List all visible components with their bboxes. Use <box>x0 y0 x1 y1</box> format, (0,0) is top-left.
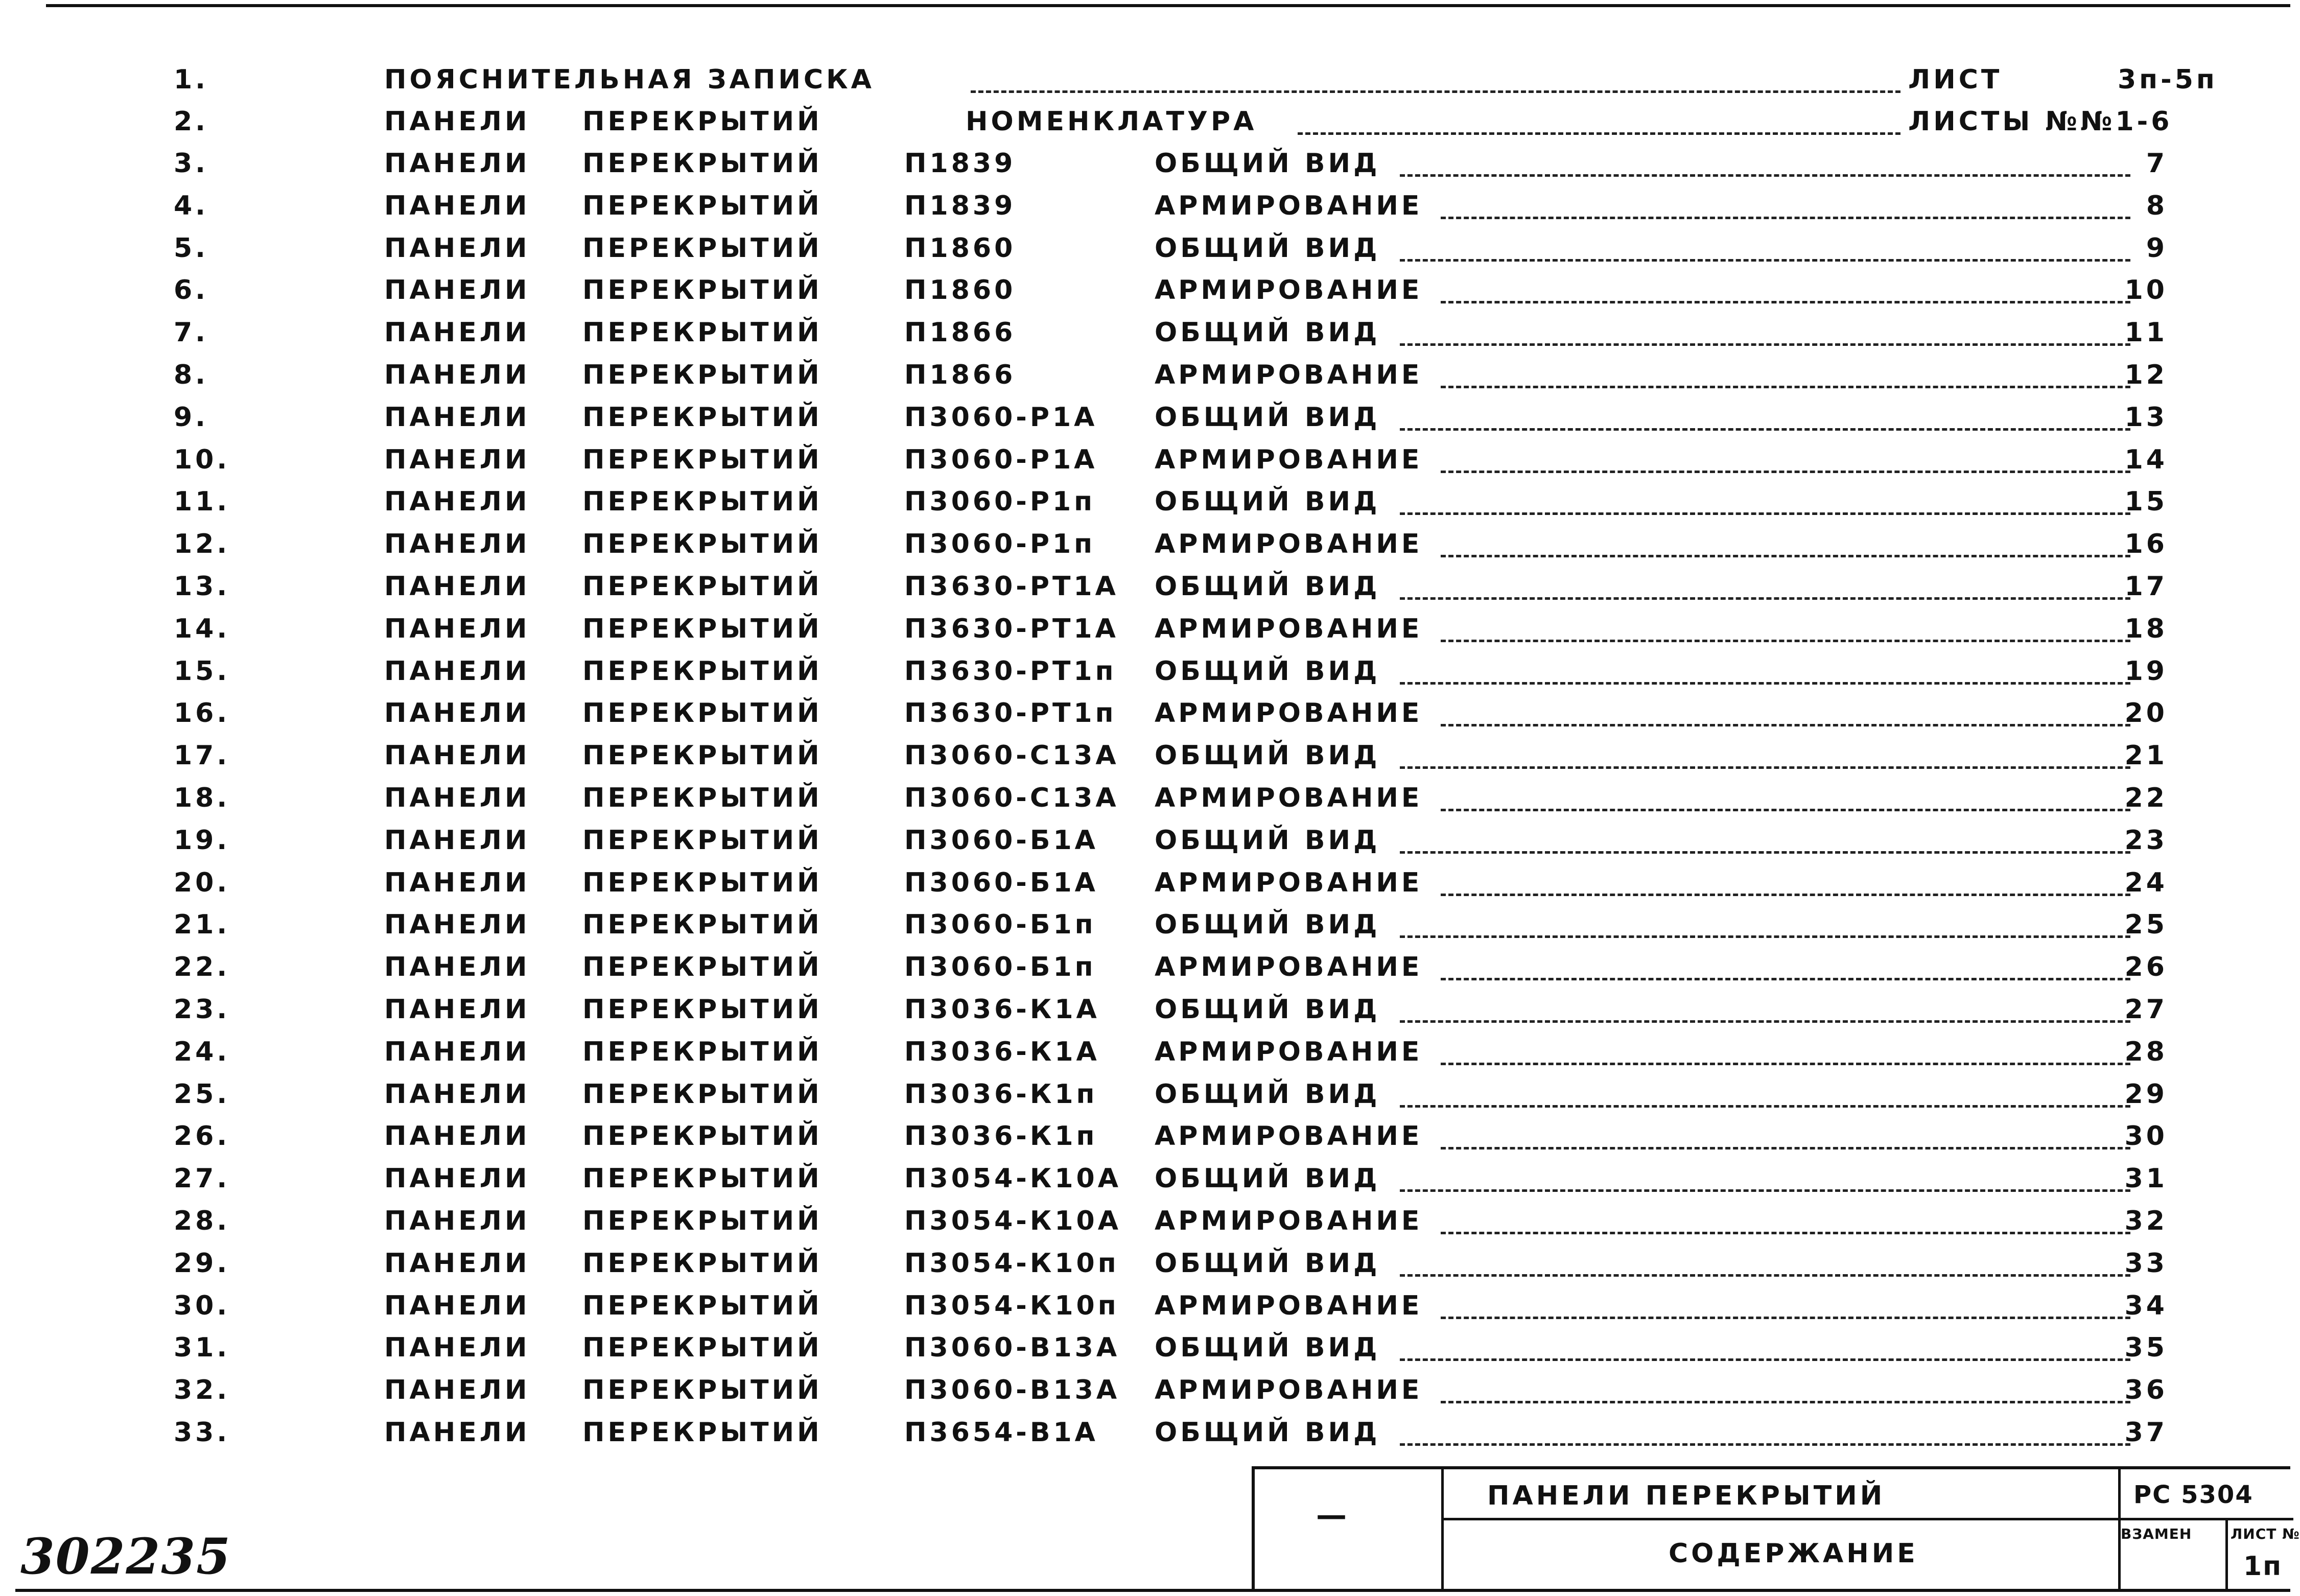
row-drawing-type: АРМИРОВАНИЕ <box>1155 1206 1423 1236</box>
row-drawing-type: АРМИРОВАНИЕ <box>1155 698 1423 729</box>
row-page: 28 <box>2124 1036 2168 1067</box>
row-col2: ПЕРЕКРЫТИЙ <box>582 1078 823 1110</box>
row-col1: ПАНЕЛИ <box>384 232 530 264</box>
toc-row-23 <box>0 989 2290 1030</box>
toc-row-33 <box>0 1412 2290 1453</box>
row-page: 13 <box>2124 402 2168 433</box>
row-panel-mark: П3630-РТ1А <box>904 571 1119 602</box>
row-page: 18 <box>2124 613 2168 644</box>
title-block <box>1252 1466 2300 1590</box>
toc-row-20 <box>0 862 2290 904</box>
row-panel-mark: П3060-Р1А <box>904 402 1098 433</box>
row-number: 25. <box>174 1078 230 1110</box>
row-col2: ПЕРЕКРЫТИЙ <box>582 1036 823 1067</box>
row-page: 7 <box>2146 148 2168 179</box>
row-number: 27. <box>174 1163 230 1194</box>
toc-row-2 <box>0 101 2290 143</box>
row-page: 11 <box>2124 317 2168 348</box>
row-number: 6. <box>174 275 208 306</box>
toc-row-30 <box>0 1285 2290 1327</box>
row-page: 35 <box>2124 1332 2168 1364</box>
leader-line <box>1400 935 2130 938</box>
row-number: 13. <box>174 571 230 602</box>
row-panel-mark: П3060-Б1п <box>904 909 1096 941</box>
leader-line <box>1400 597 2130 600</box>
row-drawing-type: АРМИРОВАНИЕ <box>1155 444 1423 475</box>
leader-line <box>1441 894 2130 896</box>
toc-row-29 <box>0 1242 2290 1284</box>
row-col1: ПАНЕЛИ <box>384 613 530 644</box>
toc-row-6 <box>0 269 2290 311</box>
toc-row-12 <box>0 523 2290 565</box>
row-number: 4. <box>174 190 208 221</box>
row-col2: ПЕРЕКРЫТИЙ <box>582 1375 823 1406</box>
leader-line <box>1400 174 2130 177</box>
row-number: 26. <box>174 1121 230 1152</box>
row-col2: ПЕРЕКРЫТИЙ <box>582 909 823 941</box>
row-col1: ПАНЕЛИ <box>384 486 530 518</box>
row-col1: ПАНЕЛИ <box>384 867 530 898</box>
row-col2: ПЕРЕКРЫТИЙ <box>582 698 823 729</box>
row-col2: ПЕРЕКРЫТИЙ <box>582 317 823 348</box>
toc-row-18 <box>0 777 2290 819</box>
row-number: 11. <box>174 486 230 518</box>
row-col2: ПЕРЕКРЫТИЙ <box>582 529 823 560</box>
row-drawing-type: ОБЩИЙ ВИД <box>1155 148 1380 179</box>
row-col2: ПЕРЕКРЫТИЙ <box>582 1206 823 1236</box>
row-col1: ПАНЕЛИ <box>384 275 530 306</box>
row-drawing-type: ОБЩИЙ ВИД <box>1155 909 1380 941</box>
leader-line <box>1441 555 2130 557</box>
leader-line <box>1441 301 2130 303</box>
row-col2: ПЕРЕКРЫТИЙ <box>582 571 823 602</box>
row-panel-mark: П1860 <box>904 275 1016 306</box>
row-drawing-type: АРМИРОВАНИЕ <box>1155 275 1423 306</box>
title-block-subtitle: СОДЕРЖАНИЕ <box>1669 1538 1918 1569</box>
leader-line <box>971 90 1900 93</box>
row-panel-mark: П3054-К10А <box>904 1206 1121 1236</box>
row-drawing-type: ОБЩИЙ ВИД <box>1155 402 1380 433</box>
row-col1: ПАНЕЛИ <box>384 1375 530 1406</box>
toc-row-10 <box>0 439 2290 481</box>
row-number: 28. <box>174 1206 230 1236</box>
row-number: 17. <box>174 740 230 771</box>
row-page: 26 <box>2124 952 2168 983</box>
row-col1: ПАНЕЛИ <box>384 825 530 856</box>
row-drawing-type: ОБЩИЙ ВИД <box>1155 1332 1380 1364</box>
row-drawing-type: ОБЩИЙ ВИД <box>1155 486 1380 518</box>
row-number: 9. <box>174 402 208 433</box>
row-col2: ПЕРЕКРЫТИЙ <box>582 783 823 813</box>
row-panel-mark: П3036-К1п <box>904 1078 1098 1110</box>
row-panel-mark: П3036-К1п <box>904 1121 1098 1152</box>
sheet-number-label: ЛИСТ № <box>2231 1525 2300 1542</box>
row-page: 14 <box>2124 444 2168 475</box>
row-number: 29. <box>174 1248 230 1279</box>
row-col1: ПАНЕЛИ <box>384 909 530 941</box>
row-col2: ПЕРЕКРЫТИЙ <box>582 402 823 433</box>
row-panel-mark: П1839 <box>904 148 1016 179</box>
row-drawing-type: ОБЩИЙ ВИД <box>1155 1078 1380 1110</box>
row-drawing-type: ОБЩИЙ ВИД <box>1155 317 1380 348</box>
row-drawing-type: АРМИРОВАНИЕ <box>1155 529 1423 560</box>
sheet-range: 3п-5п <box>2118 64 2218 95</box>
leader-line <box>1441 1232 2130 1234</box>
row-page: 17 <box>2124 571 2168 602</box>
title-block-left-mark: — <box>1316 1497 1350 1533</box>
row-drawing-type: ОБЩИЙ ВИД <box>1155 1163 1380 1194</box>
row-panel-mark: П1866 <box>904 317 1016 348</box>
row-page: 33 <box>2124 1248 2168 1279</box>
row-page: 31 <box>2124 1163 2168 1194</box>
leader-line <box>1441 978 2130 980</box>
toc-row-5 <box>0 227 2290 269</box>
toc-row-21 <box>0 904 2290 946</box>
title-block-name: ПАНЕЛИ ПЕРЕКРЫТИЙ <box>1487 1481 1886 1511</box>
toc-row-24 <box>0 1031 2290 1073</box>
row-panel-mark: П3630-РТ1п <box>904 698 1117 729</box>
toc-row-7 <box>0 312 2290 354</box>
row-panel-mark: П3054-К10А <box>904 1163 1121 1194</box>
row-page: 25 <box>2124 909 2168 941</box>
sheets-label: ЛИСТЫ №№1-6 <box>1908 106 2173 137</box>
row-page: 37 <box>2124 1417 2168 1448</box>
row-col2: ПЕРЕКРЫТИЙ <box>582 867 823 898</box>
leader-line <box>1441 809 2130 811</box>
row-number: 12. <box>174 529 230 560</box>
toc-row-3 <box>0 143 2290 184</box>
row-drawing-type: ОБЩИЙ ВИД <box>1155 1248 1380 1279</box>
row-page: 23 <box>2124 825 2168 856</box>
row-col2: ПЕРЕКРЫТИЙ <box>582 275 823 306</box>
row-page: 9 <box>2146 232 2168 264</box>
row-col2: ПЕРЕКРЫТИЙ <box>582 952 823 983</box>
row-number: 22. <box>174 952 230 983</box>
toc-row-16 <box>0 692 2290 734</box>
row-page: 19 <box>2124 655 2168 687</box>
row-page: 8 <box>2146 190 2168 221</box>
row-drawing-type: АРМИРОВАНИЕ <box>1155 952 1423 983</box>
row-col1: ПАНЕЛИ <box>384 529 530 560</box>
row-panel-mark: П3060-С13А <box>904 783 1119 813</box>
row-number: 1. <box>174 64 208 95</box>
replacement-label: ВЗАМЕН <box>2121 1525 2192 1542</box>
leader-line <box>1400 343 2130 346</box>
leader-line <box>1441 1063 2130 1065</box>
row-col1: ПАНЕЛИ <box>384 740 530 771</box>
row-panel-mark: П3060-Б1А <box>904 825 1098 856</box>
row-drawing-type: ОБЩИЙ ВИД <box>1155 571 1380 602</box>
row-panel-mark: П3060-В13А <box>904 1375 1120 1406</box>
row-number: 15. <box>174 655 230 687</box>
row-page: 20 <box>2124 698 2168 729</box>
row-drawing-type: АРМИРОВАНИЕ <box>1155 1290 1423 1321</box>
row-panel-mark: П3060-Р1А <box>904 444 1098 475</box>
row-col1: ПАНЕЛИ <box>384 317 530 348</box>
top-border-line <box>46 4 2290 7</box>
leader-line <box>1441 640 2130 642</box>
row-page: 29 <box>2124 1078 2168 1110</box>
row-page: 12 <box>2124 360 2168 390</box>
row-number: 14. <box>174 613 230 644</box>
sheet-label: ЛИСТ <box>1908 64 2003 95</box>
row-col2: ПЕРЕКРЫТИЙ <box>582 1121 823 1152</box>
row-page: 32 <box>2124 1206 2168 1236</box>
row-col2: ПЕРЕКРЫТИЙ <box>582 148 823 179</box>
leader-line <box>1441 386 2130 388</box>
row-col2: ПЕРЕКРЫТИЙ <box>582 1417 823 1448</box>
sheet-number: 1п <box>2243 1551 2283 1582</box>
row-page: 30 <box>2124 1121 2168 1152</box>
leader-line <box>1400 766 2130 769</box>
row-number: 19. <box>174 825 230 856</box>
row-number: 10. <box>174 444 230 475</box>
row-drawing-type: АРМИРОВАНИЕ <box>1155 1375 1423 1406</box>
row-col1: ПАНЕЛИ <box>384 1036 530 1067</box>
row-number: 16. <box>174 698 230 729</box>
row-panel-mark: П3630-РТ1А <box>904 613 1119 644</box>
toc-row-32 <box>0 1369 2290 1411</box>
row-col2: ПЕРЕКРЫТИЙ <box>582 190 823 221</box>
row-number: 5. <box>174 232 208 264</box>
row-drawing-type: АРМИРОВАНИЕ <box>1155 190 1423 221</box>
row-number: 2. <box>174 106 208 137</box>
leader-line <box>1400 259 2130 262</box>
row-col1: ПАНЕЛИ <box>384 106 530 137</box>
row-panel-mark: П3060-С13А <box>904 740 1119 771</box>
row-col1: ПАНЕЛИ <box>384 1206 530 1236</box>
document-code: РС 5304 <box>2133 1481 2254 1509</box>
row-number: 18. <box>174 783 230 813</box>
leader-line <box>1400 851 2130 854</box>
leader-line <box>1400 1105 2130 1108</box>
leader-line <box>1400 1020 2130 1023</box>
leader-line <box>1400 1274 2130 1277</box>
toc-row-4 <box>0 185 2290 227</box>
row-drawing-type: ОБЩИЙ ВИД <box>1155 825 1380 856</box>
row-number: 20. <box>174 867 230 898</box>
row-page: 34 <box>2124 1290 2168 1321</box>
bottom-border-line <box>15 1589 2290 1592</box>
row-col1: ПАНЕЛИ <box>384 444 530 475</box>
toc-row-27 <box>0 1158 2290 1200</box>
row-col1: ПАНЕЛИ <box>384 952 530 983</box>
leader-line <box>1400 682 2130 685</box>
row-number: 23. <box>174 994 230 1025</box>
row-number: 33. <box>174 1417 230 1448</box>
toc-row-28 <box>0 1200 2290 1242</box>
row-panel-mark: П3036-К1А <box>904 994 1100 1025</box>
row-panel-mark: П1839 <box>904 190 1016 221</box>
row-panel-mark: П3060-Р1п <box>904 529 1096 560</box>
toc-row-31 <box>0 1327 2290 1369</box>
row-drawing-type: ОБЩИЙ ВИД <box>1155 994 1380 1025</box>
row-number: 31. <box>174 1332 230 1364</box>
row-page: 22 <box>2124 783 2168 813</box>
row-drawing-type: ОБЩИЙ ВИД <box>1155 232 1380 264</box>
row-drawing-type: АРМИРОВАНИЕ <box>1155 867 1423 898</box>
row-title: ПОЯСНИТЕЛЬНАЯ ЗАПИСКА <box>384 64 875 95</box>
toc-row-14 <box>0 608 2290 650</box>
row-page: 24 <box>2124 867 2168 898</box>
row-col2: ПЕРЕКРЫТИЙ <box>582 1248 823 1279</box>
row-number: 21. <box>174 909 230 941</box>
row-panel-mark: П3060-Б1п <box>904 952 1096 983</box>
toc-row-25 <box>0 1073 2290 1115</box>
row-col1: ПАНЕЛИ <box>384 1078 530 1110</box>
row-number: 32. <box>174 1375 230 1406</box>
row-col2: ПЕРЕКРЫТИЙ <box>582 444 823 475</box>
row-panel-mark: П3060-Р1п <box>904 486 1096 518</box>
row-col2: ПЕРЕКРЫТИЙ <box>582 994 823 1025</box>
row-panel-mark: П3060-В13А <box>904 1332 1120 1364</box>
row-col2: ПЕРЕКРЫТИЙ <box>582 1290 823 1321</box>
row-col1: ПАНЕЛИ <box>384 402 530 433</box>
row-col2: ПЕРЕКРЫТИЙ <box>582 232 823 264</box>
row-col1: ПАНЕЛИ <box>384 148 530 179</box>
row-col2: ПЕРЕКРЫТИЙ <box>582 360 823 390</box>
row-col2: ПЕРЕКРЫТИЙ <box>582 486 823 518</box>
row-page: 36 <box>2124 1375 2168 1406</box>
row-page: 21 <box>2124 740 2168 771</box>
row-number: 8. <box>174 360 208 390</box>
row-panel-mark: П3060-Б1А <box>904 867 1098 898</box>
row-drawing-type: ОБЩИЙ ВИД <box>1155 655 1380 687</box>
row-col1: ПАНЕЛИ <box>384 1417 530 1448</box>
row-drawing-type: АРМИРОВАНИЕ <box>1155 783 1423 813</box>
row-col1: ПАНЕЛИ <box>384 1163 530 1194</box>
row-col2: ПЕРЕКРЫТИЙ <box>582 106 823 137</box>
row-number: 7. <box>174 317 208 348</box>
row-drawing-type: АРМИРОВАНИЕ <box>1155 613 1423 644</box>
row-col1: ПАНЕЛИ <box>384 698 530 729</box>
row-panel-mark: П3054-К10п <box>904 1248 1119 1279</box>
row-panel-mark: П1866 <box>904 360 1016 390</box>
leader-line <box>1298 132 1900 135</box>
leader-line <box>1441 724 2130 726</box>
row-col2: ПЕРЕКРЫТИЙ <box>582 655 823 687</box>
row-drawing-type: АРМИРОВАНИЕ <box>1155 1036 1423 1067</box>
row-col2: ПЕРЕКРЫТИЙ <box>582 825 823 856</box>
toc-row-11 <box>0 481 2290 523</box>
toc-row-19 <box>0 819 2290 861</box>
row-page: 27 <box>2124 994 2168 1025</box>
archive-number-stamp: 302235 <box>20 1528 231 1585</box>
row-panel-mark: П3036-К1А <box>904 1036 1100 1067</box>
toc-row-13 <box>0 566 2290 607</box>
toc-row-8 <box>0 354 2290 396</box>
row-panel-mark: П3054-К10п <box>904 1290 1119 1321</box>
row-drawing-type: ОБЩИЙ ВИД <box>1155 740 1380 771</box>
row-col1: ПАНЕЛИ <box>384 783 530 813</box>
row-page: 16 <box>2124 529 2168 560</box>
row-drawing-type: ОБЩИЙ ВИД <box>1155 1417 1380 1448</box>
leader-line <box>1400 1443 2130 1446</box>
leader-line <box>1400 1358 2130 1361</box>
row-number: 3. <box>174 148 208 179</box>
leader-line <box>1400 1189 2130 1192</box>
row-col2: ПЕРЕКРЫТИЙ <box>582 740 823 771</box>
row-col2: ПЕРЕКРЫТИЙ <box>582 1163 823 1194</box>
row-col1: ПАНЕЛИ <box>384 571 530 602</box>
row-drawing-type: АРМИРОВАНИЕ <box>1155 1121 1423 1152</box>
leader-line <box>1441 217 2130 219</box>
leader-line <box>1441 1147 2130 1149</box>
row-col2: ПЕРЕКРЫТИЙ <box>582 1332 823 1364</box>
row-col1: ПАНЕЛИ <box>384 190 530 221</box>
toc-row-26 <box>0 1115 2290 1157</box>
leader-line <box>1441 1317 2130 1319</box>
leader-line <box>1400 512 2130 515</box>
leader-line <box>1441 1401 2130 1403</box>
row-col1: ПАНЕЛИ <box>384 1121 530 1152</box>
row-col1: ПАНЕЛИ <box>384 360 530 390</box>
row-panel-mark: П1860 <box>904 232 1016 264</box>
row-page: 10 <box>2124 275 2168 306</box>
row-drawing-type: АРМИРОВАНИЕ <box>1155 360 1423 390</box>
row-col1: ПАНЕЛИ <box>384 994 530 1025</box>
row-col1: ПАНЕЛИ <box>384 1248 530 1279</box>
toc-row-15 <box>0 650 2290 692</box>
row-col2: ПЕРЕКРЫТИЙ <box>582 613 823 644</box>
row-nomenclature: НОМЕНКЛАТУРА <box>966 106 1257 137</box>
row-panel-mark: П3630-РТ1п <box>904 655 1117 687</box>
toc-row-1 <box>0 59 2290 101</box>
row-col1: ПАНЕЛИ <box>384 1290 530 1321</box>
row-col1: ПАНЕЛИ <box>384 1332 530 1364</box>
row-page: 15 <box>2124 486 2168 518</box>
leader-line <box>1441 471 2130 473</box>
row-col1: ПАНЕЛИ <box>384 655 530 687</box>
row-number: 24. <box>174 1036 230 1067</box>
toc-row-17 <box>0 735 2290 777</box>
row-number: 30. <box>174 1290 230 1321</box>
leader-line <box>1400 428 2130 431</box>
toc-row-9 <box>0 396 2290 438</box>
toc-row-22 <box>0 946 2290 988</box>
row-panel-mark: П3654-В1А <box>904 1417 1098 1448</box>
